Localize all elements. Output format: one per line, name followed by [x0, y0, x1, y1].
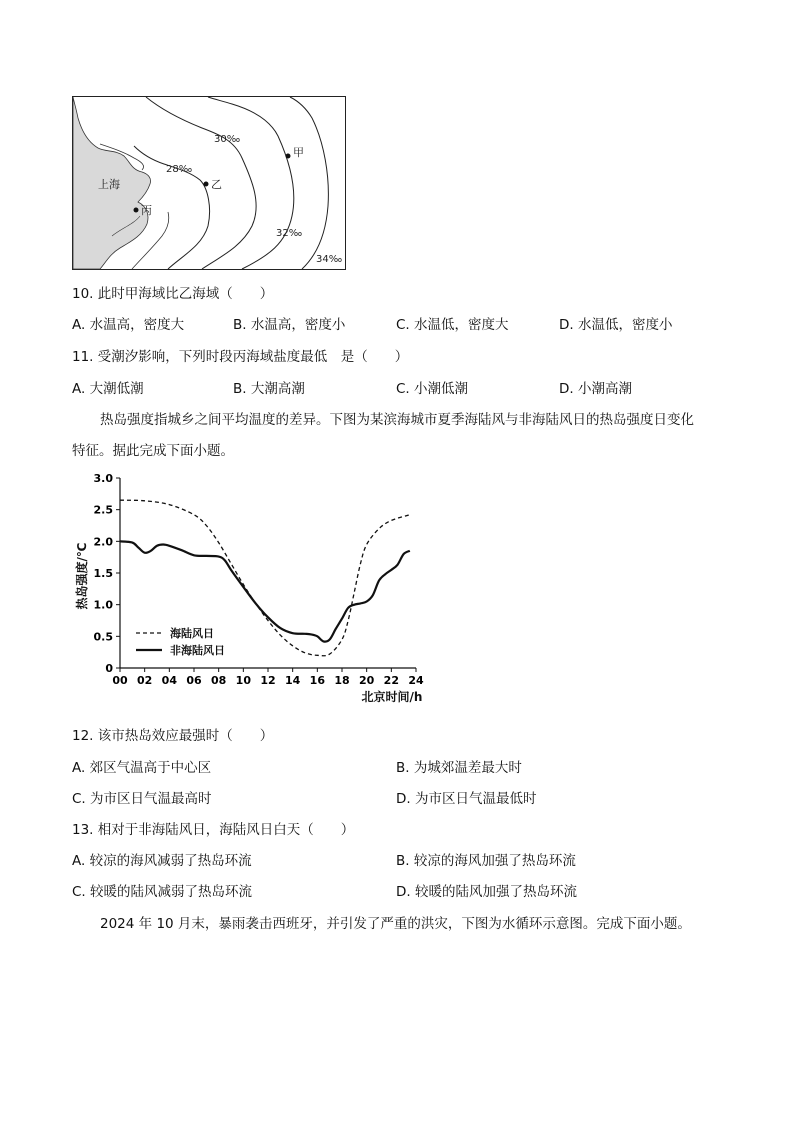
- q13-option-c[interactable]: C. 较暖的陆风减弱了热岛环流: [72, 884, 253, 900]
- label-yi: 乙: [211, 178, 222, 191]
- q12-option-b[interactable]: B. 为城郊温差最大时: [396, 760, 522, 776]
- label-iso32: 32‰: [276, 228, 303, 239]
- legend: [136, 626, 225, 657]
- x-tick-label: 12: [260, 674, 276, 687]
- legend-label-sea-land: 海陆风日: [170, 627, 214, 640]
- point-jia: [286, 154, 291, 159]
- q11-option-b[interactable]: B. 大潮高潮: [233, 381, 305, 397]
- y-axis-label: 热岛强度/℃: [75, 542, 89, 610]
- q13-option-a[interactable]: A. 较凉的海风减弱了热岛环流: [72, 853, 252, 869]
- series-line-non-sea-land: [120, 541, 410, 641]
- x-tick-label: 22: [383, 674, 399, 687]
- q13-option-b[interactable]: B. 较凉的海风加强了热岛环流: [396, 853, 576, 869]
- x-tick-label: 08: [211, 674, 227, 687]
- label-shanghai: 上海: [98, 178, 120, 191]
- q10-option-d[interactable]: D. 水温低，密度小: [559, 317, 673, 333]
- salinity-map: [72, 96, 346, 270]
- q10-option-a[interactable]: A. 水温高，密度大: [72, 317, 185, 333]
- q11-option-d[interactable]: D. 小潮高潮: [559, 381, 632, 397]
- intro-paragraph-line1: 热岛强度指城乡之间平均温度的差异。下图为某滨海城市夏季海陆风与非海陆风日的热岛强度日变化: [100, 412, 694, 428]
- series-line-sea-land: [120, 500, 410, 656]
- x-tick-label: 02: [137, 674, 153, 687]
- q12-option-a[interactable]: A. 郊区气温高于中心区: [72, 760, 212, 776]
- question-10-stem: 10. 此时甲海域比乙海域（ ）: [72, 286, 274, 302]
- x-tick-label: 14: [285, 674, 301, 687]
- x-tick-label: 18: [334, 674, 350, 687]
- x-tick-label: 04: [161, 674, 177, 687]
- x-axis-label: 北京时间/h: [361, 690, 423, 704]
- point-bing: [134, 208, 139, 213]
- intro-paragraph-line2: 特征。据此完成下面小题。: [72, 443, 234, 459]
- q10-option-b[interactable]: B. 水温高，密度小: [233, 317, 346, 333]
- y-tick-label: 3.0: [93, 472, 113, 485]
- q12-option-c[interactable]: C. 为市区日气温最高时: [72, 791, 212, 807]
- y-tick-label: 0.5: [93, 630, 113, 644]
- question-12-stem: 12. 该市热岛效应最强时（ ）: [72, 728, 274, 744]
- legend-label-non-sea-land: 非海陆风日: [170, 644, 225, 657]
- label-jia: 甲: [293, 146, 304, 159]
- question-13-stem: 13. 相对于非海陆风日，海陆风日白天（ ）: [72, 822, 355, 838]
- x-tick-label: 00: [112, 674, 128, 687]
- label-iso34: 34‰: [316, 254, 343, 265]
- intro-paragraph-3: 2024 年 10 月末，暴雨袭击西班牙，并引发了严重的洪灾，下图为水循环示意图。完成下面小题。: [100, 916, 691, 932]
- q11-option-c[interactable]: C. 小潮低潮: [396, 381, 469, 397]
- q13-option-d[interactable]: D. 较暖的陆风加强了热岛环流: [396, 884, 577, 900]
- point-yi: [204, 182, 209, 187]
- y-tick-label: 2.5: [93, 503, 113, 517]
- y-tick-label: 0: [105, 662, 113, 675]
- x-tick-label: 24: [408, 674, 424, 687]
- x-tick-label: 16: [309, 674, 325, 687]
- x-tick-label: 20: [359, 674, 375, 687]
- q10-option-c[interactable]: C. 水温低，密度大: [396, 317, 509, 333]
- label-bing: 丙: [141, 204, 152, 217]
- y-tick-label: 1.0: [93, 598, 113, 612]
- question-11-stem: 11. 受潮汐影响，下列时段丙海域盐度最低 是（ ）: [72, 349, 409, 365]
- q12-option-d[interactable]: D. 为市区日气温最低时: [396, 791, 537, 807]
- y-tick-label: 1.5: [93, 567, 113, 580]
- q11-option-a[interactable]: A. 大潮低潮: [72, 381, 144, 397]
- x-tick-label: 06: [186, 674, 202, 687]
- label-iso28: 28‰: [166, 164, 193, 175]
- x-tick-label: 10: [235, 674, 251, 687]
- heat-island-chart: [70, 468, 440, 710]
- y-tick-label: 2.0: [93, 535, 113, 549]
- label-iso30: 30‰: [214, 134, 241, 145]
